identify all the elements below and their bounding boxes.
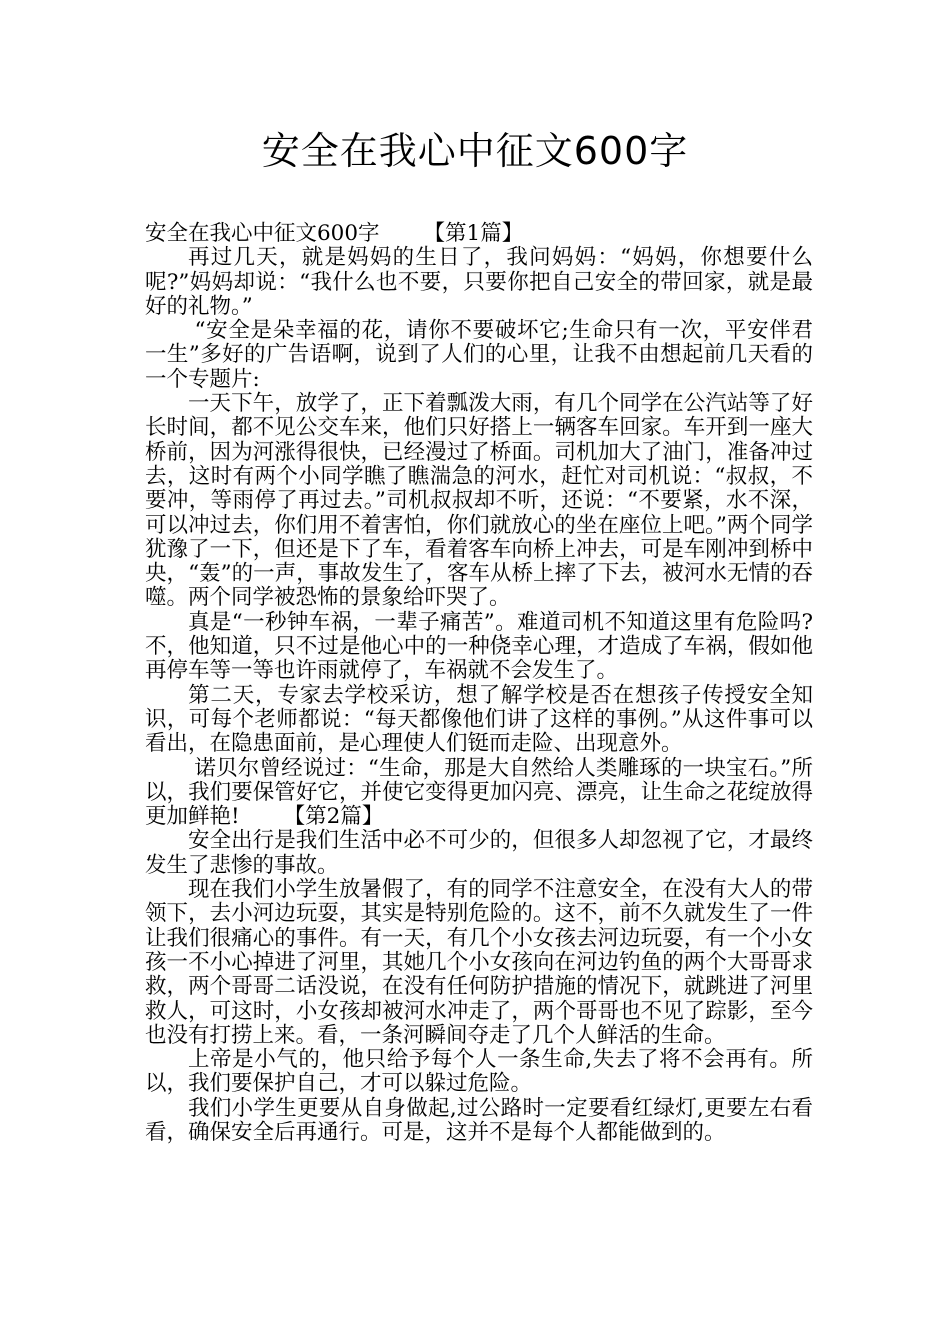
paragraph-7: 安全出行是我们生活中必不可少的，但很多人却忽视了它，才最终发生了悲惨的事故。 [145,828,813,878]
paragraph-5: 第二天，专家去学校采访，想了解学校是否在想孩子传授安全知识，可每个老师都说：“每天都像他们讲了这样的事例。”从这件事可以看出，在隐患面前，是心理使人们铤而走险、出现意外。 [145,682,813,757]
document-subtitle: 安全在我心中征文600字 [145,221,380,246]
document-subtitle-line [145,222,813,246]
paragraph-6-line [145,757,813,830]
paragraph-6: 诺贝尔曾经说过：“生命，那是大自然给人类雕琢的一块宝石。”所以，我们要保管好它，并使它变得更加闪亮、漂亮，让生命之花绽放得更加鲜艳! [145,755,813,830]
document-body [145,222,813,1145]
document-title: 安全在我心中征文600字 [261,129,689,173]
paragraph-2: “安全是朵幸福的花，请你不要破坏它;生命只有一次，平安伴君一生”多好的广告语啊，说到了人们的心里，让我不由想起前几天看的一个专题片: [145,318,813,392]
paragraph-8: 现在我们小学生放暑假了，有的同学不注意安全，在没有大人的带领下，去小河边玩耍，其实是特别危险的。这不，前不久就发生了一件让我们很痛心的事件。有一天，有几个小女孩去河边玩耍，有一个小女孩一不小心掉进了河里，其她几个小女孩向在河边钓鱼的两个大哥哥求救，两个哥哥二话没说，在没有任何防护措施的情况下，就跳进了河里救人，可这时，小女孩却被河水冲走了，两个哥哥也不见了踪影，至今也没有打捞上来。看，一条河瞬间夺走了几个人鲜活的生命。 [145,877,813,1048]
paragraph-9: 上帝是小气的，他只给予每个人一条生命,失去了将不会再有。所以，我们要保护自己，才可以躲过危险。 [145,1047,813,1097]
paragraph-4: 真是“一秒钟车祸，一辈子痛苦”。难道司机不知道这里有危险吗?不，他知道，只不过是他心中的一种侥幸心理，才造成了车祸，假如他再停车等一等也许雨就停了，车祸就不会发生了。 [145,609,813,684]
paragraph-3: 一天下午，放学了，正下着瓢泼大雨，有几个同学在公汽站等了好长时间，都不见公交车来，他们只好搭上一辆客车回家。车开到一座大桥前，因为河涨得很快，已经漫过了桥面。司机加大了油门，准备冲过去，这时有两个小同学瞧了瞧湍急的河水，赶忙对司机说：“叔叔，不要冲，等雨停了再过去。”司机叔叔却不听，还说：“不要紧，水不深，可以冲过去，你们用不着害怕，你们就放心的坐在座位上吧。”两个同学犹豫了一下，但还是下了车，看着客车向桥上冲去，可是车刚冲到桥中央，“轰”的一声，事故发生了，客车从桥上摔了下去，被河水无情的吞噬。两个同学被恐怖的景象给吓哭了。 [145,391,813,611]
part-1-marker: 【第1篇】 [423,221,524,246]
part-2-marker: 【第2篇】 [283,804,384,830]
paragraph-1: 再过几天，就是妈妈的生日了，我问妈妈：“妈妈，你想要什么呢?”妈妈却说：“我什么也不要，只要你把自己安全的带回家，就是最好的礼物。” [145,245,813,319]
paragraph-10: 我们小学生更要从自身做起,过公路时一定要看红绿灯,更要左右看看，确保安全后再通行。可是，这并不是每个人都能做到的。 [145,1095,813,1145]
